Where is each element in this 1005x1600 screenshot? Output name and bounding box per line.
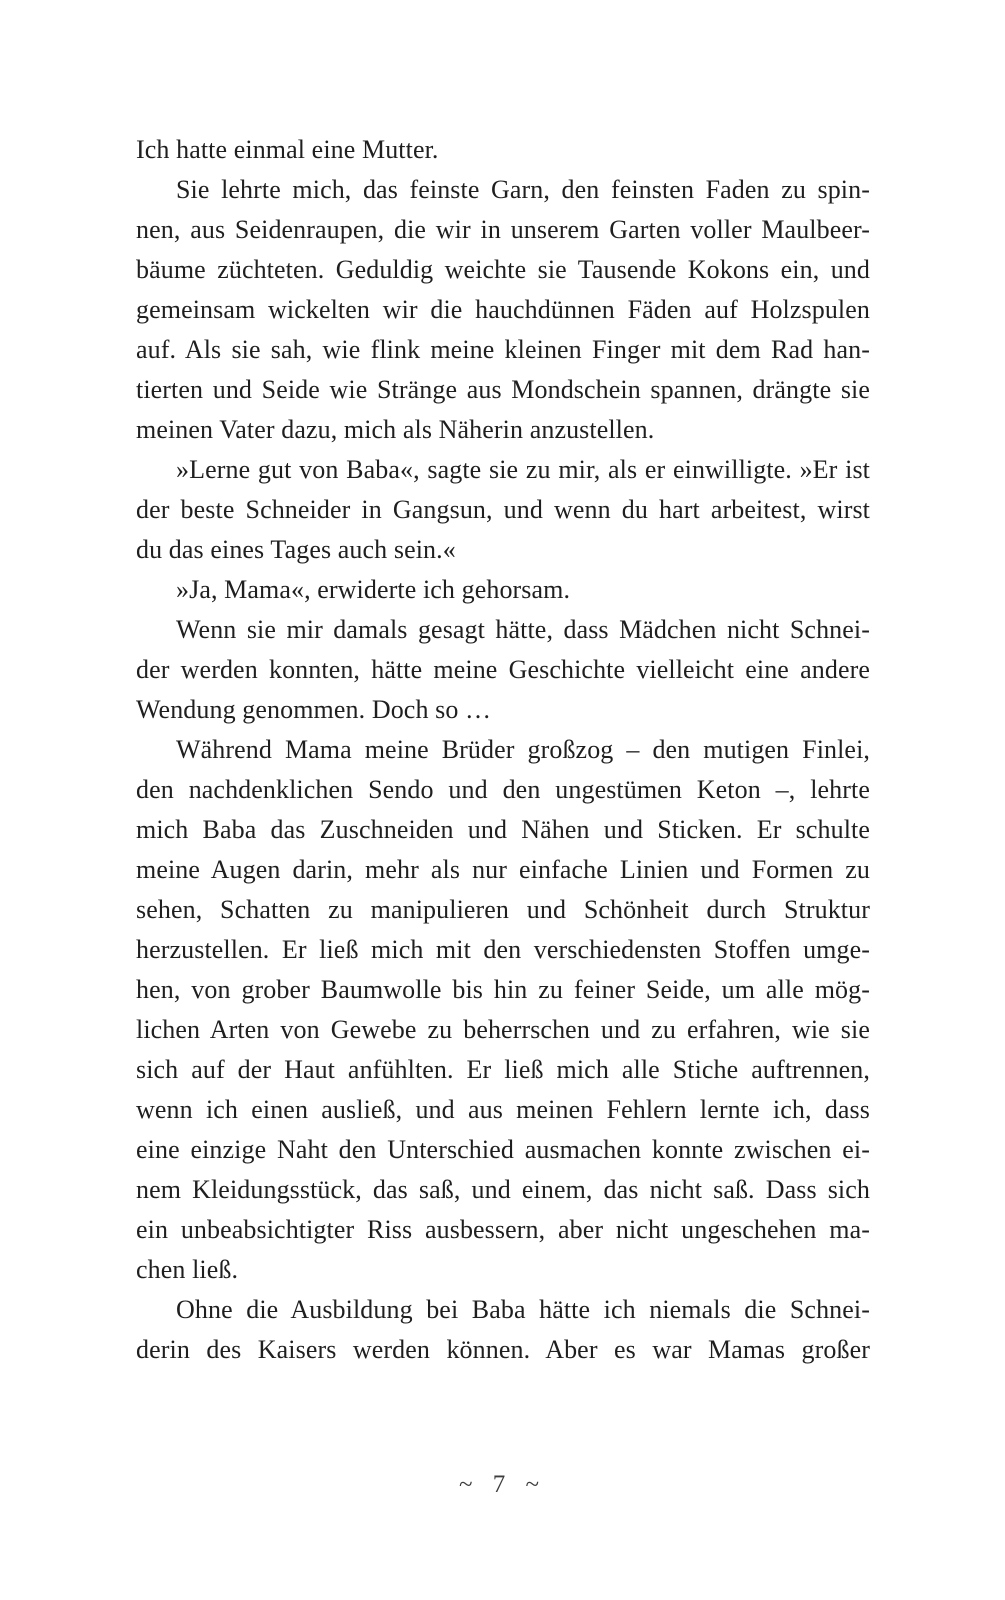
page-text-block [136, 130, 870, 1370]
text-line: wenn ich einen ausließ, und aus meinen Fehlern lernte ich, dass [136, 1095, 870, 1124]
text-line: tierten und Seide wie Stränge aus Mondschein spannen, drängte sie [136, 375, 870, 404]
text-line: Wendung genommen. Doch so … [136, 695, 492, 724]
text-line: auf. Als sie sah, wie flink meine kleinen Finger mit dem Rad han- [136, 335, 870, 364]
text-line: ein unbeabsichtigter Riss ausbessern, aber nicht ungeschehen ma- [136, 1215, 870, 1244]
text-line: hen, von grober Baumwolle bis hin zu feiner Seide, um alle mög- [136, 975, 870, 1004]
text-line: mich Baba das Zuschneiden und Nähen und Sticken. Er schulte [136, 815, 870, 844]
text-line: du das eines Tages auch sein.« [136, 535, 456, 564]
text-line: der beste Schneider in Gangsun, und wenn du hart arbeitest, wirst [136, 495, 870, 524]
text-line: eine einzige Naht den Unterschied ausmachen konnte zwischen ei- [136, 1135, 870, 1164]
text-line: Während Mama meine Brüder großzog – den mutigen Finlei, [176, 735, 870, 764]
text-line: nen, aus Seidenraupen, die wir in unserem Garten voller Maulbeer- [136, 215, 870, 244]
text-line: nem Kleidungsstück, das saß, und einem, das nicht saß. Dass sich [136, 1175, 870, 1204]
text-line: den nachdenklichen Sendo und den ungestümen Keton –, lehrte [136, 775, 870, 804]
text-line: derin des Kaisers werden können. Aber es war Mamas großer [136, 1335, 870, 1364]
text-line: gemeinsam wickelten wir die hauchdünnen Fäden auf Holzspulen [136, 295, 870, 324]
text-line: »Lerne gut von Baba«, sagte sie zu mir, als er einwilligte. »Er ist [176, 455, 870, 484]
text-line: meinen Vater dazu, mich als Näherin anzustellen. [136, 415, 655, 444]
text-line: bäume züchteten. Geduldig weichte sie Tausende Kokons ein, und [136, 255, 870, 284]
text-line: herzustellen. Er ließ mich mit den verschiedensten Stoffen umge- [136, 935, 870, 964]
text-line: der werden konnten, hätte meine Geschichte vielleicht eine andere [136, 655, 870, 684]
text-line: chen ließ. [136, 1255, 239, 1284]
page-number: ~ 7 ~ [458, 1471, 547, 1498]
text-line: meine Augen darin, mehr als nur einfache Linien und Formen zu [136, 855, 870, 884]
text-line: Ich hatte einmal eine Mutter. [136, 135, 439, 164]
text-line: sich auf der Haut anfühlten. Er ließ mich alle Stiche auftrennen, [136, 1055, 870, 1084]
text-line: Wenn sie mir damals gesagt hätte, dass Mädchen nicht Schnei- [176, 615, 870, 644]
text-line: Sie lehrte mich, das feinste Garn, den feinsten Faden zu spin- [176, 175, 870, 204]
text-line: sehen, Schatten zu manipulieren und Schönheit durch Struktur [136, 895, 870, 924]
text-line: Ohne die Ausbildung bei Baba hätte ich niemals die Schnei- [176, 1295, 870, 1324]
text-line: »Ja, Mama«, erwiderte ich gehorsam. [176, 575, 571, 604]
text-line: lichen Arten von Gewebe zu beherrschen und zu erfahren, wie sie [136, 1015, 870, 1044]
